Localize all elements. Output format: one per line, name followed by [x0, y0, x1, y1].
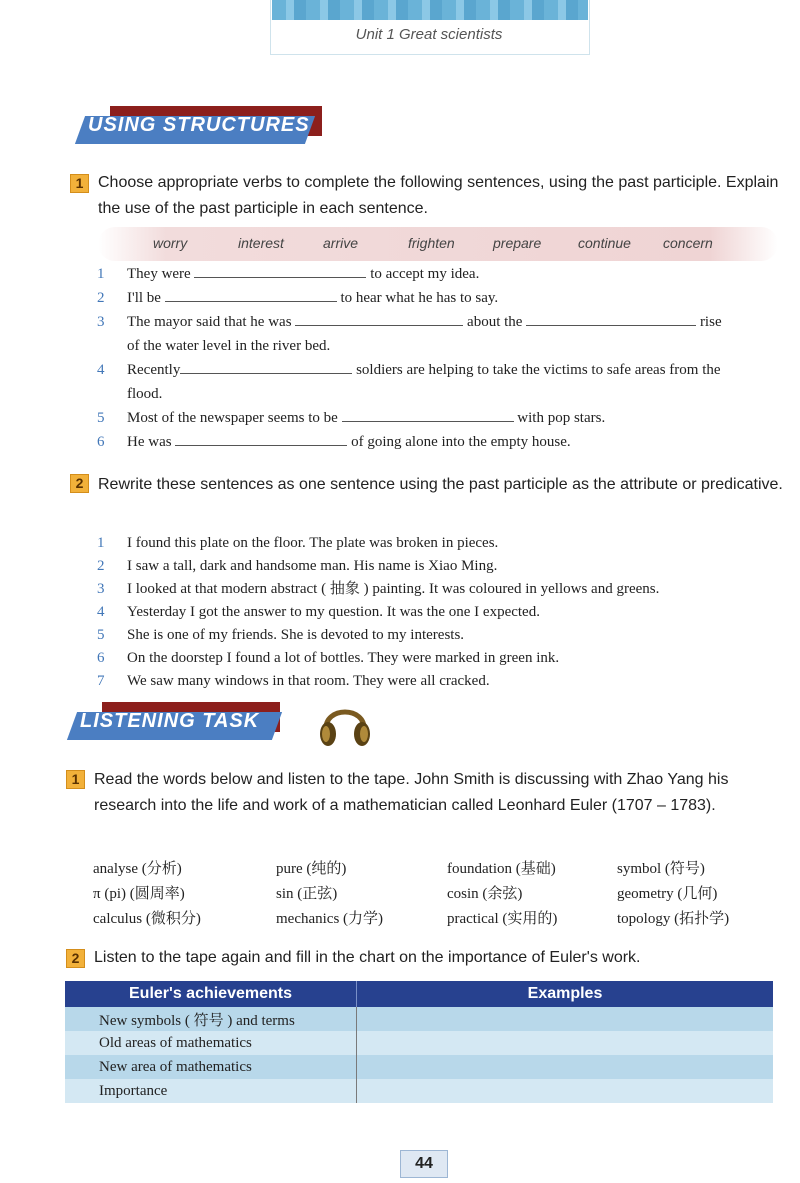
row-label: New symbols ( 符号 ) and terms: [65, 1007, 357, 1031]
answer-blank[interactable]: [295, 311, 463, 326]
header-wave-decoration: [272, 0, 588, 20]
word-bank-word: interest: [238, 235, 284, 251]
list-item: 4 Recently soldiers are helping to take the victims to safe areas from the flood.: [97, 359, 782, 407]
vocab-word: analyse (分析): [93, 861, 182, 877]
table-header-row: [65, 981, 773, 1007]
exercise-number-badge: 2: [70, 474, 89, 493]
list-item: 2 I'll be to hear what he has to say.: [97, 287, 782, 311]
exercise-1-instruction: Choose appropriate verbs to complete the following sentences, using the past participle. Explain the use of the past participle in each sentence.: [98, 174, 779, 217]
exercise-2-items: [97, 532, 782, 693]
answer-cell[interactable]: [357, 1079, 774, 1103]
answer-cell[interactable]: [357, 1031, 774, 1055]
euler-achievements-chart: [65, 981, 773, 1103]
table-row: [65, 1079, 773, 1103]
exercise-number-badge: 1: [70, 174, 89, 193]
using-structures-heading: USING STRUCTURES: [88, 114, 310, 136]
answer-blank[interactable]: [342, 407, 514, 422]
row-label: Old areas of mathematics: [65, 1031, 357, 1055]
vocab-word: foundation (基础): [447, 861, 556, 877]
vocab-word: pure (纯的): [276, 861, 347, 877]
word-bank-word: prepare: [493, 235, 542, 251]
word-bank: [98, 227, 778, 261]
vocabulary-grid: [93, 857, 783, 932]
column-header: Examples: [357, 981, 774, 1007]
list-item: 5 She is one of my friends. She is devoted to my interests.: [97, 627, 465, 643]
list-item: 1 I found this plate on the floor. The plate was broken in pieces.: [97, 535, 499, 551]
list-item: 6 He was of going alone into the empty house.: [97, 431, 782, 455]
listening-exercise-1-instruction: Read the words below and listen to the tape. John Smith is discussing with Zhao Yang his research into the life and work of a mathematician called Leonhard Euler (1707 – 1783).: [94, 771, 729, 814]
answer-blank[interactable]: [165, 287, 337, 302]
word-bank-word: arrive: [323, 235, 359, 251]
word-bank-word: continue: [578, 235, 631, 251]
answer-blank[interactable]: [175, 431, 347, 446]
listening-task-banner: [62, 702, 302, 740]
list-item: 2 I saw a tall, dark and handsome man. His name is Xiao Ming.: [97, 558, 498, 574]
vocab-word: calculus (微积分): [93, 911, 201, 927]
exercise-1-items: [97, 263, 782, 455]
exercise-number-badge: 1: [66, 770, 85, 789]
vocab-word: π (pi) (圆周率): [93, 886, 185, 902]
headphones-icon: [314, 696, 376, 750]
table-row: [65, 1007, 773, 1031]
listening-task-heading: LISTENING TASK: [80, 710, 260, 732]
list-item: 6 On the doorstep I found a lot of bottles. They were marked in green ink.: [97, 650, 560, 666]
vocab-word: practical (实用的): [447, 911, 558, 927]
list-item: 7 We saw many windows in that room. They were all cracked.: [97, 673, 490, 689]
word-bank-word: worry: [153, 235, 188, 251]
answer-blank[interactable]: [526, 311, 696, 326]
vocab-word: sin (正弦): [276, 886, 338, 902]
listening-exercise-2-instruction: Listen to the tape again and fill in the chart on the importance of Euler's work.: [94, 949, 641, 966]
answer-blank[interactable]: [180, 359, 352, 374]
column-header: Euler's achievements: [65, 981, 357, 1007]
list-item: 3 The mayor said that he was about the rise of the water level in the river bed.: [97, 311, 782, 359]
table-row: [65, 1055, 773, 1079]
page-number: 44: [400, 1150, 448, 1178]
answer-cell[interactable]: [357, 1007, 774, 1031]
list-item: 4 Yesterday I got the answer to my question. It was the one I expected.: [97, 604, 540, 620]
vocab-word: symbol (符号): [617, 861, 705, 877]
using-structures-banner: [70, 106, 330, 144]
row-label: Importance: [65, 1079, 357, 1103]
answer-cell[interactable]: [357, 1055, 774, 1079]
list-item: 5 Most of the newspaper seems to be with pop stars.: [97, 407, 782, 431]
list-item: 1 They were to accept my idea.: [97, 263, 782, 287]
unit-title: Unit 1 Great scientists: [355, 26, 503, 43]
vocab-word: cosin (余弦): [447, 886, 523, 902]
answer-blank[interactable]: [194, 263, 366, 278]
word-bank-word: concern: [663, 235, 713, 251]
table-row: [65, 1031, 773, 1055]
row-label: New area of mathematics: [65, 1055, 357, 1079]
exercise-2-instruction: Rewrite these sentences as one sentence using the past participle as the attribute or predicative.: [98, 476, 783, 493]
exercise-number-badge: 2: [66, 949, 85, 968]
vocab-word: geometry (几何): [617, 886, 718, 902]
vocab-word: topology (拓扑学): [617, 911, 730, 927]
vocab-word: mechanics (力学): [276, 911, 384, 927]
list-item: 3 I looked at that modern abstract ( 抽象 ) painting. It was coloured in yellows and greens.: [97, 581, 660, 597]
word-bank-word: frighten: [408, 235, 455, 251]
